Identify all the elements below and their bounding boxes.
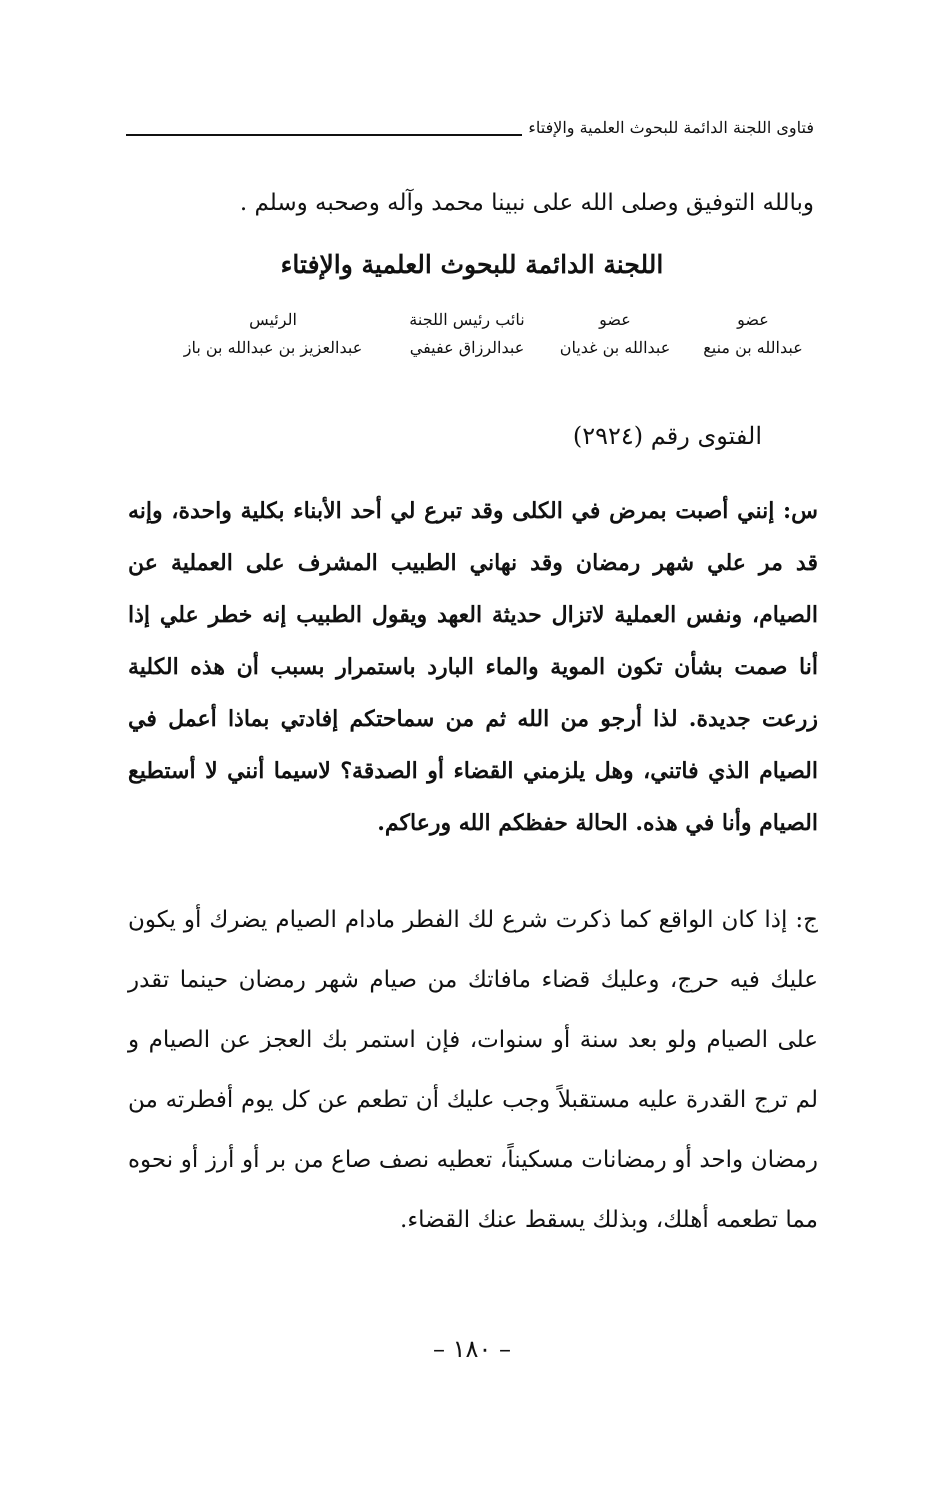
header-title: فتاوى اللجنة الدائمة للبحوث العلمية والإفتاء xyxy=(522,118,814,137)
member-name: عبدالله بن منيع xyxy=(703,338,803,357)
page-number: – ١٨٠ – xyxy=(433,1335,511,1363)
member-name: عبدالعزيز بن عبدالله بن باز xyxy=(183,338,363,357)
closing-line: وبالله التوفيق وصلى الله على نبينا محمد وآله وصحبه وسلم . xyxy=(239,190,814,216)
question-paragraph: س: إنني أصبت بمرض في الكلى وقد تبرع لي أحد الأبناء بكلية واحدة، وإنه قد مر علي شهر رمضان وقد نهاني الطبيب المشرف على العملية عن الصيام، ونفس العملية لاتزال حديثة العهد ويقول الطبيب إنه خطر علي إذا أنا صمت بشأن تكون الموية والماء البارد باستمرار بسبب أن هذه الكلية زرعت جديدة. لذا أرجو من الله ثم من سماحتكم إفادتي بماذا أعمل في الصيام الذي فاتني، وهل يلزمني القضاء أو الصدقة؟ لاسيما أنني لا أستطيع الصيام وأنا في هذه. الحالة حفظكم الله ورعاكم. xyxy=(128,498,818,836)
member-role: نائب رئيس اللجنة xyxy=(409,310,525,329)
member-role: الرئيس xyxy=(249,310,297,329)
committee-members xyxy=(118,310,818,380)
committee-title: اللجنة الدائمة للبحوث العلمية والإفتاء xyxy=(280,250,664,279)
running-header xyxy=(126,118,814,148)
answer-paragraph: ج: إذا كان الواقع كما ذكرت شرع لك الفطر مادام الصيام يضرك أو يكون عليك فيه حرج، وعليك قضاء مافاتك من صيام شهر رمضان حينما تقدر على الصيام ولو بعد سنة أو سنوات، فإن استمر بك العجز عن الصيام و لم ترج القدرة عليه مستقبلاً وجب عليك أن تطعم عن كل يوم أفطرته من رمضان واحد أو رمضانات مسكيناً، تعطيه نصف صاع من بر أو أرز أو نحوه مما تطعمه أهلك، وبذلك يسقط عنك القضاء. xyxy=(128,907,818,1233)
member-1 xyxy=(688,310,818,357)
member-name: عبدالله بن غديان xyxy=(559,338,671,357)
fatwa-number: الفتوى رقم (٢٩٢٤) xyxy=(572,422,762,450)
member-role: عضو xyxy=(599,310,631,329)
member-2 xyxy=(540,310,690,357)
member-4 xyxy=(148,310,398,357)
member-name: عبدالرزاق عفيفي xyxy=(409,338,525,357)
member-3 xyxy=(392,310,542,357)
member-role: عضو xyxy=(737,310,769,329)
